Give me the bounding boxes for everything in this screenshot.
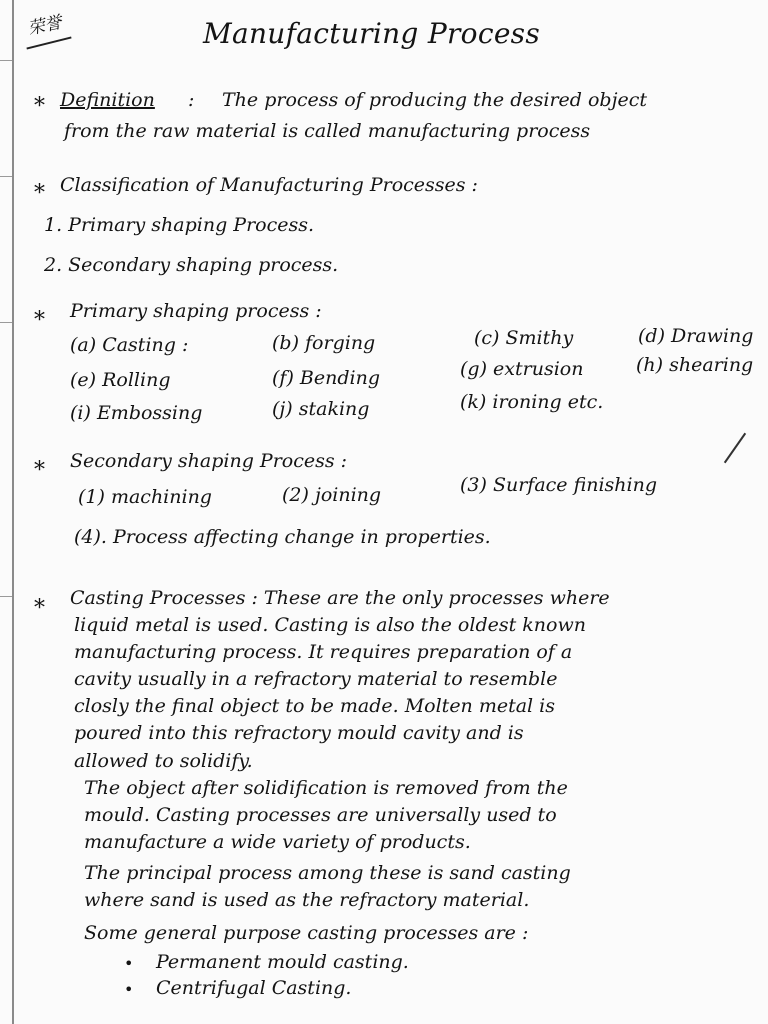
casting-line: where sand is used as the refractory material.: [84, 889, 530, 911]
casting-line: poured into this refractory mould cavity and is: [74, 722, 524, 744]
left-margin-line: [12, 0, 14, 1024]
casting-line: mould. Casting processes are universally used to: [84, 804, 557, 826]
casting-marker: *: [34, 596, 45, 621]
primary-item: (a) Casting :: [70, 334, 189, 356]
stray-pen-stroke: [724, 433, 746, 464]
casting-line: liquid metal is used. Casting is also the oldest known: [74, 614, 586, 636]
bullet-dot: •: [124, 954, 134, 973]
casting-line: Some general purpose casting processes are :: [84, 922, 529, 944]
definition-label: Definition: [60, 89, 155, 111]
casting-bullet-item: Centrifugal Casting.: [156, 977, 352, 999]
secondary-item: (2) joining: [282, 484, 382, 506]
casting-bullet-item: Permanent mould casting.: [156, 951, 409, 973]
margin-tick: [0, 176, 12, 177]
primary-item: (h) shearing: [636, 354, 754, 376]
margin-tick: [0, 322, 12, 323]
classification-heading: Classification of Manufacturing Processes :: [60, 174, 478, 196]
margin-tick: [0, 596, 12, 597]
primary-marker: *: [34, 308, 45, 333]
classification-item: 1. Primary shaping Process.: [44, 214, 315, 236]
secondary-heading: Secondary shaping Process :: [70, 450, 348, 472]
definition-line-2: from the raw material is called manufacturing process: [64, 120, 591, 142]
primary-item: (k) ironing etc.: [460, 391, 604, 413]
classification-item: 2. Secondary shaping process.: [44, 254, 339, 276]
casting-line: cavity usually in a refractory material to resemble: [74, 668, 558, 690]
casting-line: allowed to solidify.: [74, 750, 253, 772]
secondary-marker: *: [34, 458, 45, 483]
secondary-item: (3) Surface finishing: [460, 474, 658, 496]
primary-item: (d) Drawing: [638, 325, 754, 347]
secondary-item: (4). Process affecting change in properties.: [74, 526, 491, 548]
casting-line: Casting Processes : These are the only processes where: [70, 587, 610, 609]
definition-marker: *: [34, 94, 45, 119]
primary-item: (e) Rolling: [70, 369, 171, 391]
primary-item: (i) Embossing: [70, 402, 203, 424]
casting-line: The principal process among these is sand casting: [84, 862, 571, 884]
primary-heading: Primary shaping process :: [70, 300, 322, 322]
bullet-dot: •: [124, 980, 134, 999]
definition-line-1: The process of producing the desired object: [222, 89, 647, 111]
definition-separator: :: [188, 89, 195, 111]
corner-mark: 荣誉: [26, 12, 64, 40]
primary-item: (f) Bending: [272, 367, 380, 389]
casting-line: closly the final object to be made. Molten metal is: [74, 695, 556, 717]
classification-marker: *: [34, 181, 45, 206]
casting-line: manufacturing process. It requires preparation of a: [74, 641, 573, 663]
casting-line: The object after solidification is removed from the: [84, 777, 568, 799]
secondary-item: (1) machining: [78, 486, 212, 508]
primary-item: (g) extrusion: [460, 358, 584, 380]
casting-line: manufacture a wide variety of products.: [84, 831, 471, 853]
primary-item: (c) Smithy: [474, 327, 574, 349]
page-title: Manufacturing Process: [203, 17, 541, 50]
margin-tick: [0, 60, 12, 61]
primary-item: (j) staking: [272, 398, 370, 420]
primary-item: (b) forging: [272, 332, 376, 354]
